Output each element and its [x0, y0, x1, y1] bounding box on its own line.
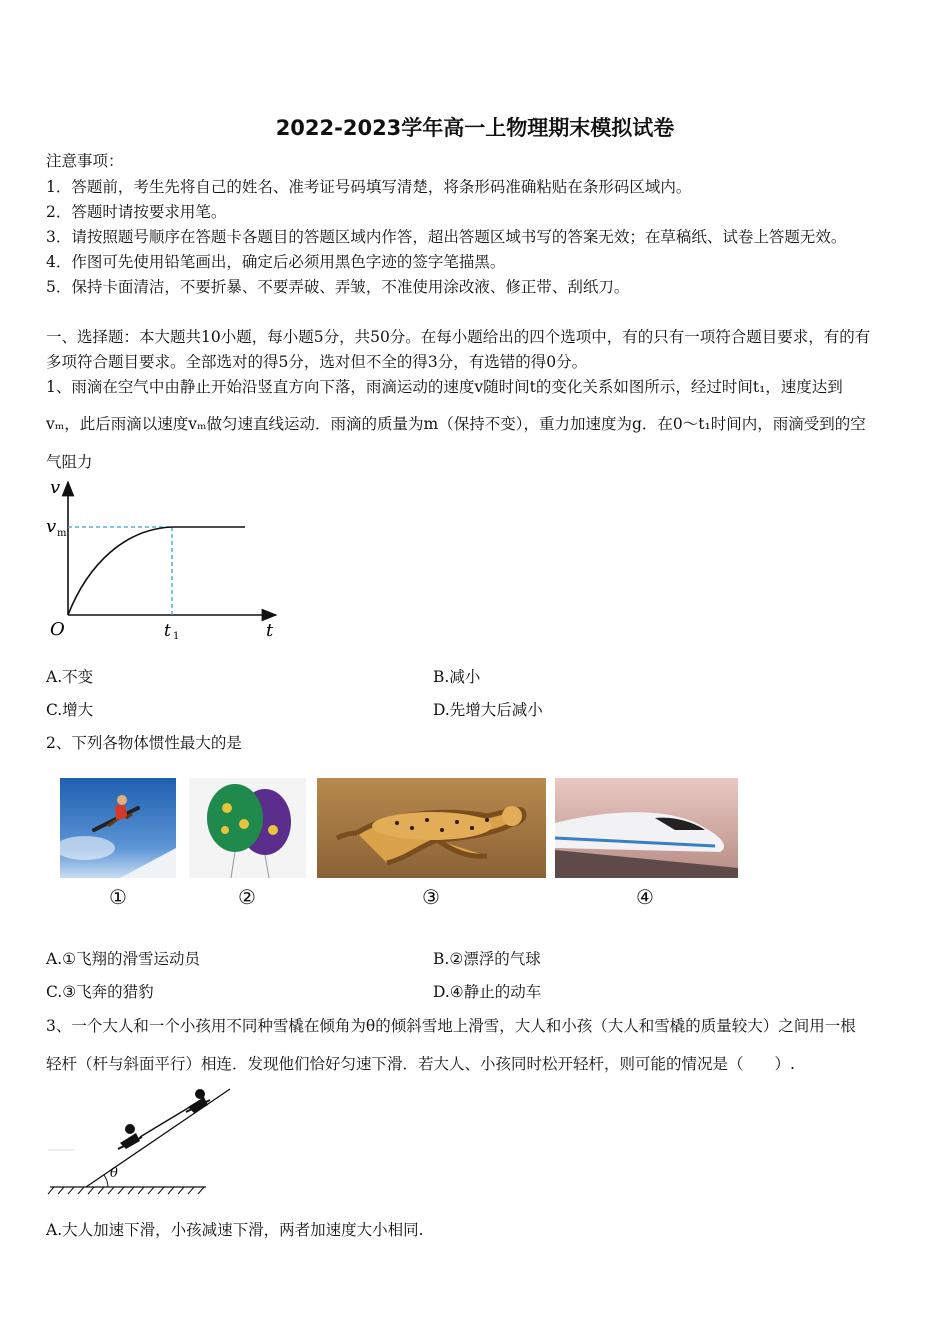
notice-item-4: 4．作图可先使用铅笔画出，确定后必须用黑色字迹的签字笔描黑。 — [46, 253, 506, 271]
image-label-4: ④ — [636, 885, 654, 909]
q2-option-a: A.①飞翔的滑雪运动员 — [46, 950, 201, 968]
notice-item-5: 5．保持卡面清洁，不要折暴、不要弄破、弄皱，不准使用涂改液、修正带、刮纸刀。 — [46, 278, 630, 296]
q1-stem-line1: 1、雨滴在空气中由静止开始沿竖直方向下落，雨滴运动的速度v随时间t的变化关系如图所示，经过时间t₁，速度达到 — [46, 378, 843, 396]
velocity-curve — [68, 527, 245, 615]
q2-option-d: D.④静止的动车 — [433, 983, 542, 1001]
theta-label: θ — [110, 1166, 118, 1181]
notice-item-3: 3．请按照题号顺序在答题卡各题目的答题区域内作答，超出答题区域书写的答案无效；在草稿纸、试卷上答题无效。 — [46, 228, 847, 246]
section-heading-line1: 一、选择题：本大题共10小题，每小题5分，共50分。在每小题给出的四个选项中，有的只有一项符合题目要求，有的有 — [46, 328, 871, 346]
origin-label: O — [50, 619, 65, 640]
angle-arc — [104, 1175, 108, 1187]
child-on-sled — [118, 1124, 142, 1149]
image-label-3: ③ — [422, 885, 440, 909]
snowboarder-image — [60, 778, 176, 878]
vm-subscript: m — [57, 528, 67, 539]
image-label-2: ② — [238, 885, 256, 909]
slope-line — [86, 1089, 230, 1187]
train-image — [555, 778, 738, 878]
t1-subscript: 1 — [173, 631, 180, 642]
q1-option-c: C.增大 — [46, 701, 94, 719]
q2-stem: 2、下列各物体惯性最大的是 — [46, 734, 242, 752]
notice-heading: 注意事项： — [46, 152, 124, 170]
y-axis-label: v — [50, 477, 61, 498]
q1-vt-graph — [40, 474, 290, 646]
q3-slope-diagram — [46, 1085, 246, 1200]
q1-option-d: D.先增大后减小 — [433, 701, 543, 719]
image-label-1: ① — [109, 885, 127, 909]
q1-option-b: B.减小 — [433, 668, 481, 686]
q2-option-b: B.②漂浮的气球 — [433, 950, 541, 968]
adult-on-sled — [186, 1089, 210, 1113]
q1-stem-line3: 气阻力 — [46, 453, 93, 471]
balloons-image — [189, 778, 306, 878]
q1-option-a: A.不变 — [46, 668, 94, 686]
x-axis-label: t — [266, 620, 274, 641]
section-heading-line2: 多项符合题目要求。全部选对的得5分，选对但不全的得3分，有选错的得0分。 — [46, 353, 588, 371]
q3-stem-line2: 轻杆（杆与斜面平行）相连．发现他们恰好匀速下滑．若大人、小孩同时松开轻杆，则可能的情况是（ ）. — [46, 1055, 795, 1073]
vm-label: v — [46, 516, 57, 537]
ground-hatching — [48, 1187, 204, 1194]
q2-option-c: C.③飞奔的猎豹 — [46, 983, 154, 1001]
page-title: 2022-2023学年高一上物理期末模拟试卷 — [275, 116, 675, 140]
notice-item-1: 1．答题前，考生先将自己的姓名、准考证号码填写清楚，将条形码准确粘贴在条形码区域内。 — [46, 178, 692, 196]
t1-label: t — [164, 621, 171, 641]
cheetah-image — [317, 778, 546, 878]
notice-item-2: 2．答题时请按要求用笔。 — [46, 203, 227, 221]
q3-stem-line1: 3、一个大人和一个小孩用不同种雪橇在倾角为θ的倾斜雪地上滑雪，大人和小孩（大人和雪橇的质量较大）之间用一根 — [46, 1017, 856, 1035]
q3-option-a: A.大人加速下滑，小孩减速下滑，两者加速度大小相同. — [46, 1221, 424, 1239]
q1-stem-line2: vₘ，此后雨滴以速度vₘ做匀速直线运动．雨滴的质量为m（保持不变），重力加速度为g．在0～t₁时间内，雨滴受到的空 — [46, 415, 866, 433]
